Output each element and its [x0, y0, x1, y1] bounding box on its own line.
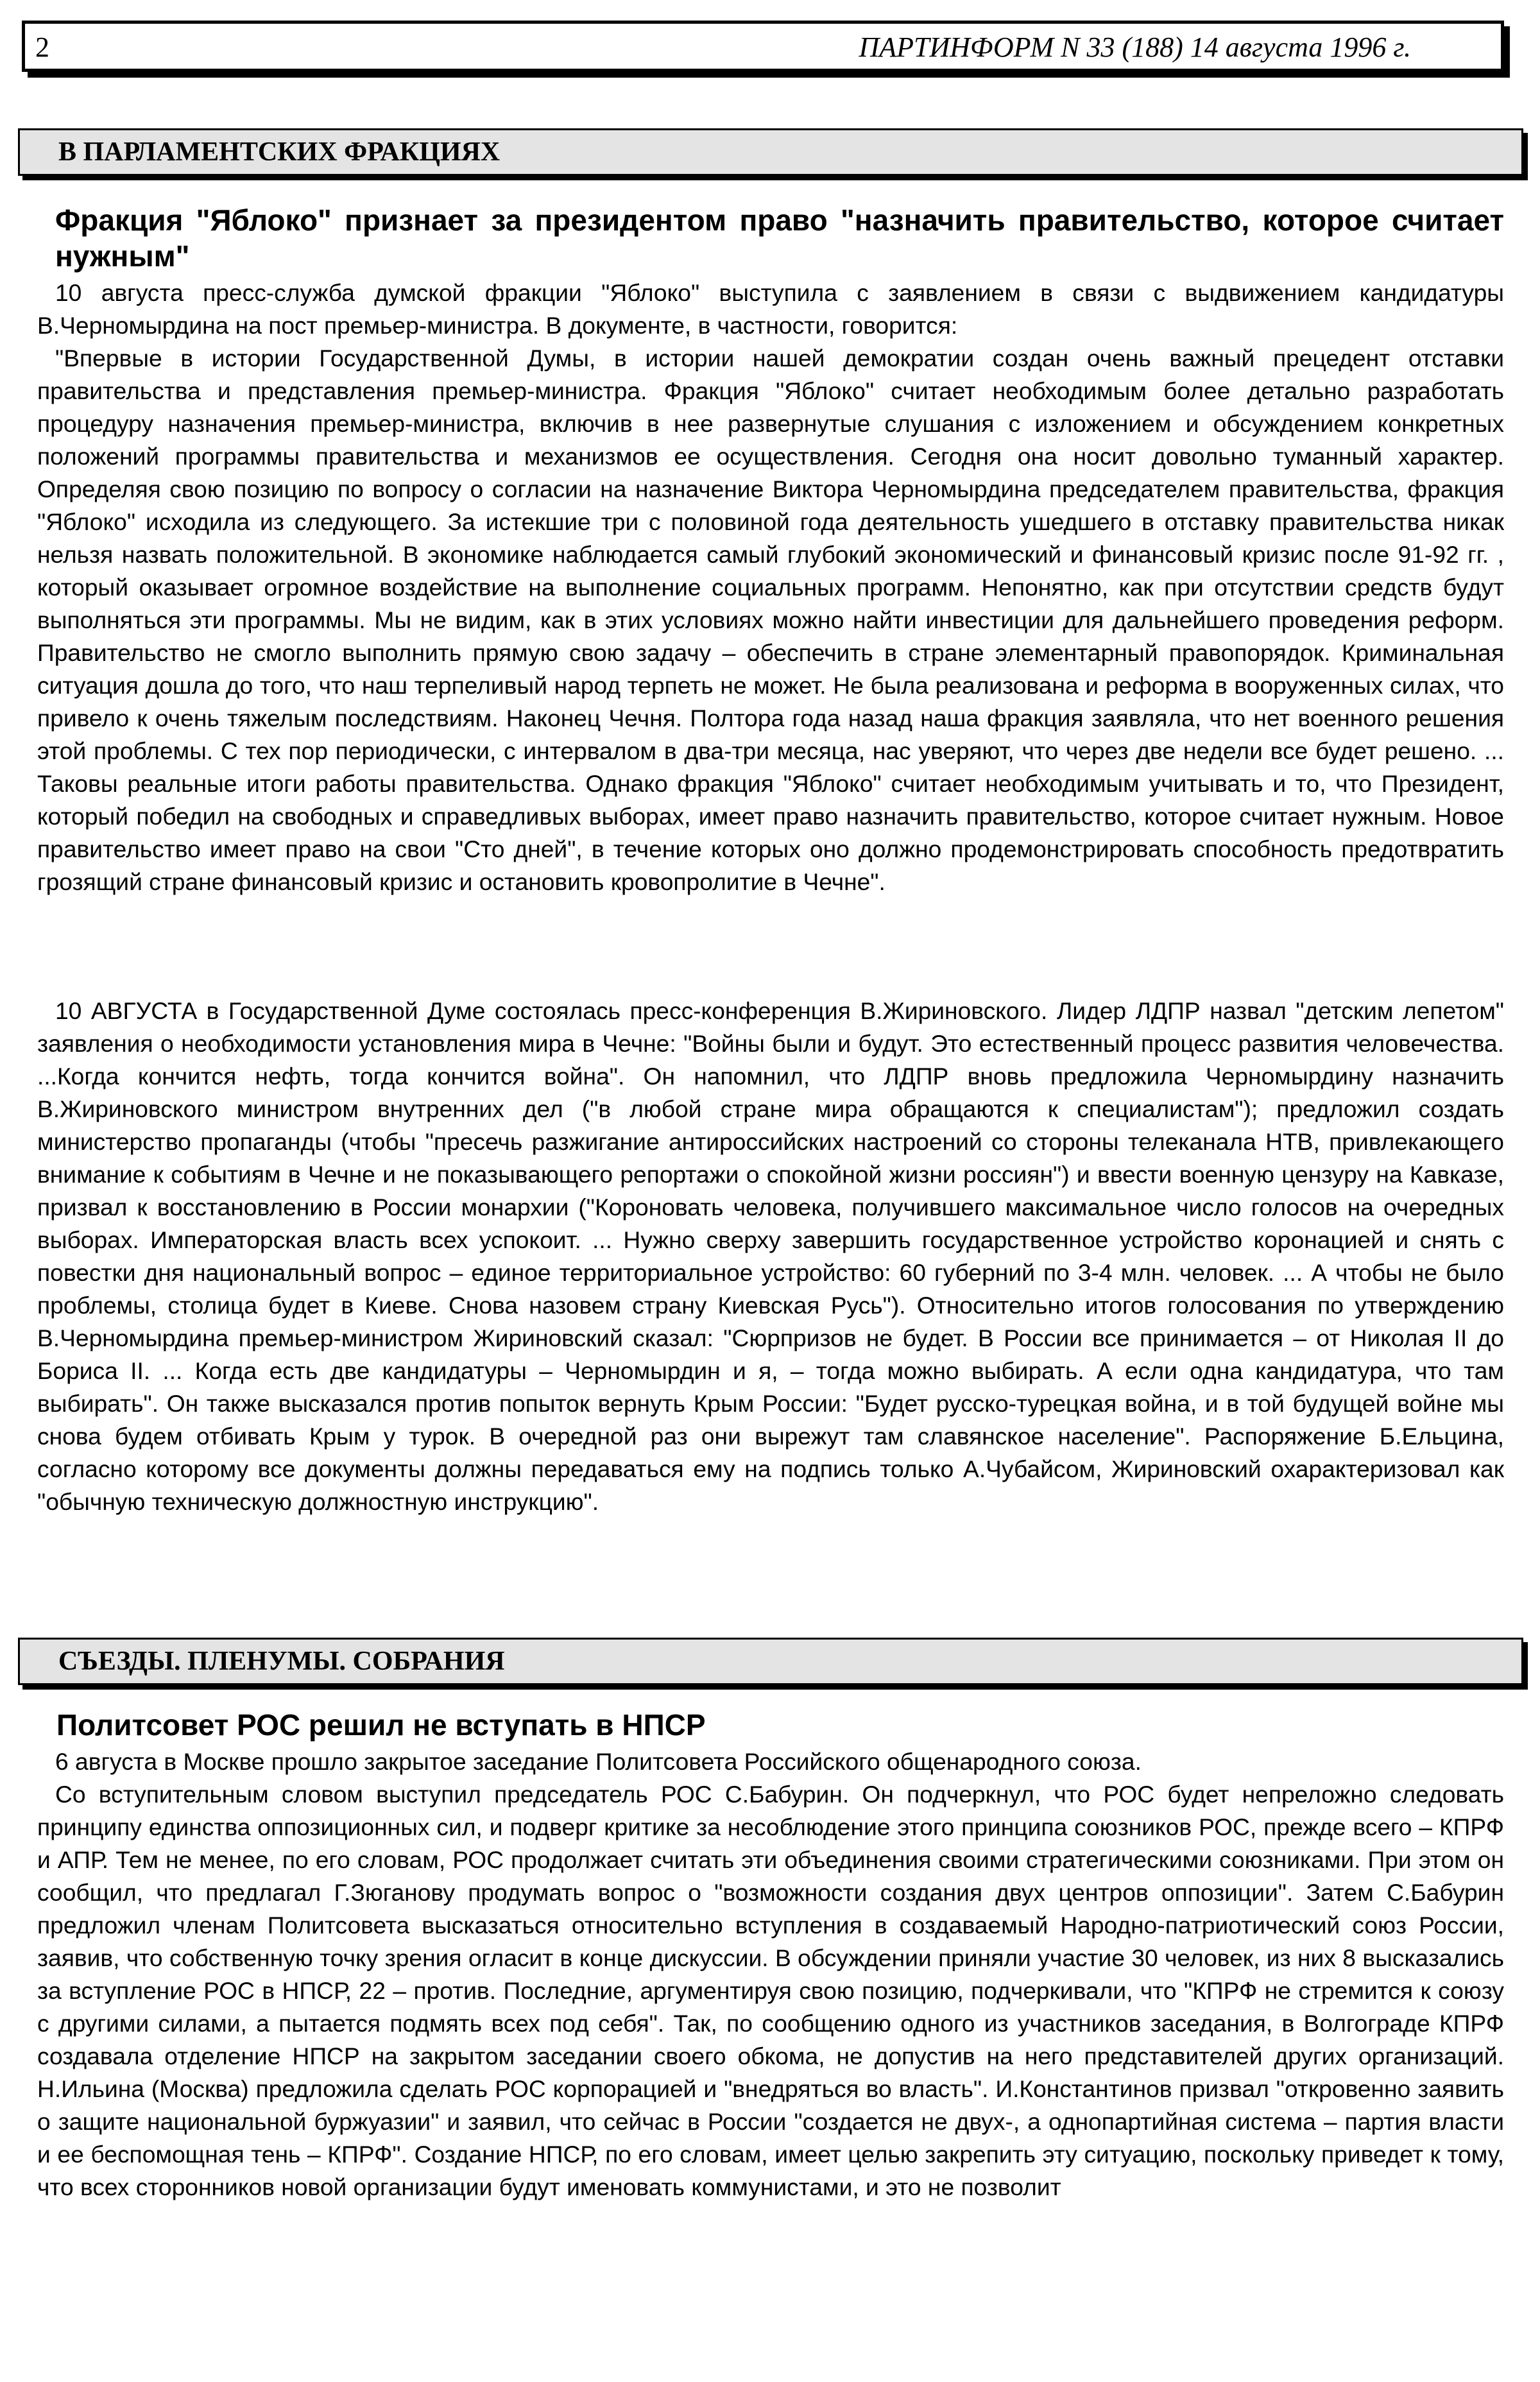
article-headline: Фракция "Яблоко" признает за президентом право "назначить правительство, которое считает нужным"	[55, 203, 1504, 273]
article-paragraph: 10 августа пресс-служба думской фракции "Яблоко" выступила с заявлением в связи с выдвижением кандидатуры В.Черномырдина на пост премьер-министра. В документе, в частности, говорится:	[37, 279, 1504, 339]
article	[37, 202, 1504, 898]
article-paragraph: 6 августа в Москве прошло закрытое заседание Политсовета Российского общенародного союза.	[55, 1748, 1142, 1775]
issue-line: ПАРТИНФОРМ N 33 (188) 14 августа 1996 г.	[859, 31, 1411, 63]
section-title: СЪЕЗДЫ. ПЛЕНУМЫ. СОБРАНИЯ	[58, 1647, 505, 1676]
article-paragraph: 10 АВГУСТА в Государственной Думе состоялась пресс-конференция В.Жириновского. Лидер ЛДПР назвал "детским лепетом" заявления о необходимости установления мира в Чечне: "Войны были и будут. Это естественный процесс развития человечества. ...Когда кончится нефть, тогда кончится война". Он напомнил, что ЛДПР вновь предложила Черномырдину назначить В.Жириновского министром внутренних дел ("в любой стране мира обращаются к специалистам"); предложил создать министерство пропаганды (чтобы "пресечь разжигание антироссийских настроений со стороны телеканала НТВ, привлекающего внимание к событиям в Чечне и не показывающего репортажи о спокойной жизни россиян") и ввести военную цензуру на Кавказе, призвал к восстановлению в России монархии ("Короновать человека, получившего максимальное число голосов на очередных выборах. Императорская власть всех успокоит. ... Нужно сверху завершить государственное устройство коронацией и снять с повестки дня национальный вопрос – единое территориальное устройство: 60 губерний по 3-4 млн. человек. ... А чтобы не было проблемы, столица будет в Киеве. Снова назовем страну Киевская Русь"). Относительно итогов голосования по утверждению В.Черномырдина премьер-министром Жириновский сказал: "Сюрпризов не будет. В России все принимается – от Николая II до Бориса II. ... Когда есть две кандидатуры – Черномырдин и я, – тогда можно выбирать. А если одна кандидатура, что там выбирать". Он также высказался против попыток вернуть Крым России: "Будет русско-турецкая война, и в той будущей войне мы снова будем отбивать Крым у турок. В очередной раз они вырежут там славянское население". Распоряжение Б.Ельцина, согласно которому все документы должны передаваться ему на подпись только А.Чубайсом, Жириновский охарактеризовал как "обычную техническую должностную инструкцию".	[37, 997, 1504, 1515]
page-number: 2	[35, 31, 49, 63]
section-header	[18, 128, 1523, 176]
page-header	[22, 21, 1504, 72]
section-title: В ПАРЛАМЕНТСКИХ ФРАКЦИЯХ	[58, 137, 501, 167]
article	[37, 995, 1504, 1518]
article-headline: Политсовет РОС решил не вступать в НПСР	[56, 1708, 706, 1742]
article-paragraph: "Впервые в истории Государственной Думы, в истории нашей демократии создан очень важный прецедент отставки правительства и представления премьер-министра. Фракция "Яблоко" считает необходимым более детально разработать процедуру назначения премьер-министра, включив в нее развернутые слушания с изложением и обсуждением конкретных положений программы правительства и механизмов ее осуществления. Сегодня она носит довольно туманный характер. Определяя свою позицию по вопросу о согласии на назначение Виктора Черномырдина председателем правительства, фракция "Яблоко" исходила из следующего. За истекшие три с половиной года деятельность ушедшего в отставку правительства никак нельзя назвать положительной. В экономике наблюдается самый глубокий экономический и финансовый кризис после 91-92 гг. , который оказывает огромное воздействие на выполнение социальных программ. Непонятно, как при отсутствии средств будут выполняться эти программы. Мы не видим, как в этих условиях можно найти инвестиции для дальнейшего проведения реформ. Правительство не смогло выполнить прямую свою задачу – обеспечить в стране элементарный правопорядок. Криминальная ситуация дошла до того, что наш терпеливый народ терпеть не может. Не была реализована и реформа в вооруженных силах, что привело к очень тяжелым последствиям. Наконец Чечня. Полтора года назад наша фракция заявляла, что нет военного решения этой проблемы. С тех пор периодически, с интервалом в два-три месяца, нас уверяют, что через две недели все будет решено. ... Таковы реальные итоги работы правительства. Однако фракция "Яблоко" считает необходимым учитывать и то, что Президент, который победил на свободных и справедливых выборах, имеет право назначить правительство, которое считает нужным. Новое правительство имеет право на свои "Сто дней", в течение которых оно должно продемонстрировать способность предотвратить грозящий стране финансовый кризис и остановить кровопролитие в Чечне".	[37, 345, 1504, 895]
article-paragraph: Со вступительным словом выступил председатель РОС С.Бабурин. Он подчеркнул, что РОС будет непреложно следовать принципу единства оппозиционных сил, и подверг критике за несоблюдение этого принципа союзников РОС, прежде всего – КПРФ и АПР. Тем не менее, по его словам, РОС продолжает считать эти объединения своими стратегическими союзниками. При этом он сообщил, что предлагал Г.Зюганову продумать вопрос о "возможности создания двух центров оппозиции". Затем С.Бабурин предложил членам Политсовета высказаться относительно вступления в создаваемый Народно-патриотический союз России, заявив, что собственную точку зрения огласит в конце дискуссии. В обсуждении приняли участие 30 человек, из них 8 высказались за вступление РОС в НПСР, 22 – против. Последние, аргументируя свою позицию, подчеркивали, что "КПРФ не стремится к союзу с другими силами, а пытается подмять всех под себя". Так, по сообщению одного из участников заседания, в Волгограде КПРФ создавала отделение НПСР на закрытом заседании своего обкома, не допустив на него представителей других организаций. Н.Ильина (Москва) предложила сделать РОС корпорацией и "внедряться во власть". И.Константинов призвал "откровенно заявить о защите национальной буржуазии" и заявил, что сейчас в России "создается не двух-, а однопартийная система – партия власти и ее беспомощная тень – КПРФ". Создание НПСР, по его словам, имеет целью закрепить эту ситуацию, поскольку приведет к тому, что всех сторонников новой организации будут именовать коммунистами, и это не позволит	[37, 1781, 1504, 2200]
article	[37, 1707, 1504, 2204]
section-header	[18, 1638, 1523, 1685]
